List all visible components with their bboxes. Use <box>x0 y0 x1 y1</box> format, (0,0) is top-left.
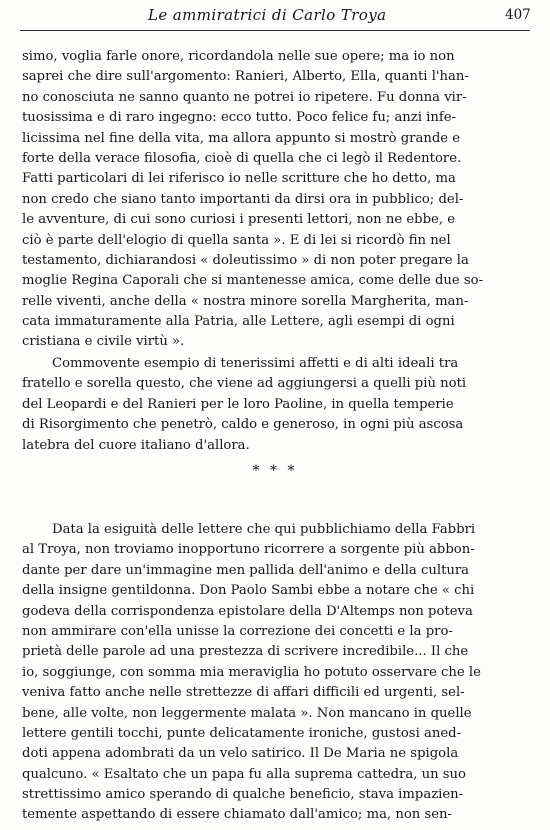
text-line: latebra del cuore italiano d'allora. <box>22 437 250 453</box>
text-line: Commovente esempio di tenerissimi affetti e di alti ideali tra <box>52 356 459 371</box>
running-title: Le ammiratrici di Carlo Troya <box>148 6 387 24</box>
text-line: saprei che dire sull'argomento: Ranieri, Alberto, Ella, quanti l'han- <box>22 69 469 85</box>
text-line: prietà delle parole ad una prestezza di scrivere incredibile... Il che <box>22 644 469 660</box>
text-line: licissima nel fine della vita, ma allora appunto si mostrò grande e <box>22 130 461 146</box>
header-rule <box>20 30 530 31</box>
paragraph-2 <box>22 354 530 456</box>
text-line: cata immaturamente alla Patria, alle Lettere, agli esempi di ogni <box>22 314 455 330</box>
text-line: lettere gentili tocchi, punte delicatamente ironiche, gustosi aned- <box>22 725 462 741</box>
text-line: ciò è parte dell'elogio di quella santa ». E di lei si ricordò fin nel <box>22 232 451 248</box>
text-line: tuosissima e di raro ingegno: ecco tutto. Poco felice fu; anzi infe- <box>22 110 457 126</box>
text-line: al Troya, non troviamo inopportuno ricorrere a sorgente più abbon- <box>22 542 475 558</box>
text-line: testamento, dichiarandosi « doleutissimo » di non poter pregare la <box>22 252 469 268</box>
text-line: temente aspettando di essere chiamato dall'amico; ma, non sen- <box>22 807 452 823</box>
text-line: Fatti particolari di lei riferisco io nelle scritture che ho detto, ma <box>22 171 456 187</box>
paragraph-3 <box>22 520 530 826</box>
text-line: godeva della corrispondenza epistolare della D'Altemps non poteva <box>22 603 473 619</box>
text-line: Data la esiguità delle lettere che qui pubblichiamo della Fabbri <box>52 522 476 537</box>
text-line: non credo che siano tanto importanti da dirsi ora in pubblico; del- <box>22 191 464 207</box>
text-line: della insigne gentildonna. Don Paolo Sambi ebbe a notare che « chi <box>22 583 475 599</box>
text-line: di Risorgimento che penetrò, caldo e generoso, in ogni più ascosa <box>22 417 464 433</box>
text-line: relle viventi, anche della « nostra minore sorella Margherita, man- <box>22 293 469 309</box>
text-line: cristiana e civile virtù ». <box>22 334 185 350</box>
text-line: bene, alle volte, non leggermente malata ». Non mancano in quelle <box>22 705 472 721</box>
text-line: doti appena adombrati da un velo satirico. Il De Maria ne spigola <box>22 746 459 762</box>
text-line: fratello e sorella questo, che viene ad aggiungersi a quelli più noti <box>22 376 467 392</box>
text-line: no conosciuta ne sanno quanto ne potrei io ripetere. Fu donna vir- <box>22 89 467 105</box>
text-line: non ammirare con'ella unisse la correzione dei concetti e la pro- <box>22 623 453 639</box>
paragraph-1 <box>22 47 530 353</box>
text-line: simo, voglia farle onore, ricordandola nelle sue opere; ma io non <box>22 49 455 64</box>
page-number: 407 <box>505 7 531 23</box>
text-line: dante per dare un'immagine men pallida dell'animo e della cultura <box>22 562 470 578</box>
running-head <box>0 6 550 28</box>
text-line: del Leopardi e del Ranieri per le loro Paoline, in quella temperie <box>22 396 454 412</box>
text-line: io, soggiunge, con somma mia meraviglia ho potuto osservare che le <box>22 664 481 680</box>
section-separator: * * * <box>252 463 298 479</box>
text-line: le avventure, di cui sono curiosi i presenti lettori, non ne ebbe, e <box>22 212 456 228</box>
text-line: forte della verace filosofia, cioè di quella che ci legò il Redentore. <box>22 150 462 166</box>
text-line: veniva fatto anche nelle strettezze di affari difficili ed urgenti, sel- <box>22 685 465 701</box>
text-line: strettissimo amico sperando di qualche beneficio, stava impazien- <box>22 787 464 803</box>
text-line: qualcuno. « Esaltato che un papa fu alla suprema cattedra, un suo <box>22 766 466 782</box>
text-line: moglie Regina Caporali che si mantenesse amica, come delle due so- <box>22 273 484 289</box>
